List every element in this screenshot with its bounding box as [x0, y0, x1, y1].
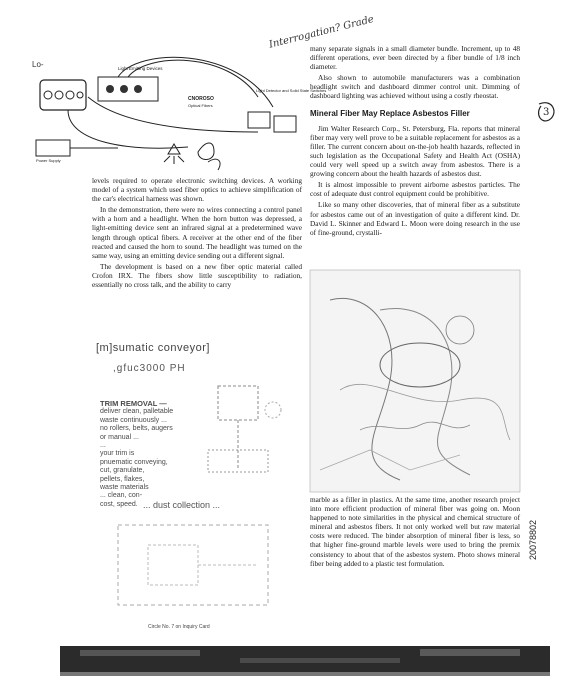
ad-line: or manual ... — [100, 433, 139, 441]
page-number: 3 — [543, 107, 550, 118]
left-paragraph: The development is based on a new fiber optic material called Crofon IRX. The fibers show little susceptibility to radiation, essentially no cross talk, and the ability to carry — [92, 261, 302, 290]
right-column-text — [310, 44, 520, 239]
left-column-text — [92, 176, 302, 291]
article-subheading: Mineral Fiber May Replace Asbestos Filler — [310, 108, 470, 118]
document-id: 20078802 — [528, 519, 538, 560]
right-paragraph: Also shown to automobile manufacturers was a combination headlight switch and dashboard dimmer control unit. Dimming of dashboard lighting was achieved without using a costly rheostat. — [310, 73, 520, 101]
ad-line: your trim is — [100, 450, 135, 458]
ad-heading: TRIM REMOVAL — — [100, 399, 167, 408]
label-optical-fibers: Optical Fibers — [188, 103, 213, 108]
dust-collection-ad — [88, 490, 298, 635]
inquiry-caption: Circle No. 7 on Inquiry Card — [148, 624, 210, 630]
ad-line: cut, granulate, — [100, 467, 145, 475]
label-power-supply: Power Supply — [36, 158, 61, 163]
bottom-ad-illustration — [108, 515, 278, 615]
ad-line: pnuematic conveying, — [100, 458, 168, 466]
ad-line: pellets, flakes, — [100, 475, 145, 483]
label-cnoroso: CNOROSO — [188, 96, 214, 102]
right-paragraph: Like so many other discoveries, that of mineral fiber as a substitute for asbestos came out of an investigation of quite a different kind. Dr. David L. Skinner and Edward L. Moon were doing research in the use of fine-ground, crystalli- — [310, 200, 520, 237]
scan-noise-band — [60, 640, 550, 680]
ad-line: deliver clean, palletable — [100, 408, 174, 416]
left-paragraph: In the demonstration, there were no wires connecting a control panel with a horn and a headlight. When the horn button was depressed, a light-emitting device sent an infrared signal at a predetermined wave length through optical fibers. A receiver at the other end of the fiber reacted and caused the horn to sound. The headlight was turned on the same way, using an emitting device sending out a different signal. — [92, 205, 302, 260]
right-paragraph: many separate signals in a small diameter bundle. Increment, up to 48 different operations, ever been directed by a fiber bundle of 1/8 inch diameter. — [310, 44, 520, 72]
ad-line: ... — [100, 442, 106, 450]
mineral-fiber-photo — [310, 270, 520, 492]
circled-page-number — [535, 100, 557, 122]
ad-machine-illustration — [198, 380, 293, 480]
label-light-detector: Light Detector and Solid State Switches — [256, 88, 327, 93]
stray-mark: Lo- — [32, 60, 44, 69]
right-paragraph: Jim Walter Research Corp., St. Petersburg, Fla. reports that mineral fiber may very well prove to be a suitable replacement for asbestos as a filler. The current concern about on-the-job health hazards, reflected in such legislation as the Occupational Safety and Health Act (OSHA) could very well speed up a switch away from asbestos. There is a growing concern about the health hazards of asbestos dust. — [310, 123, 520, 179]
fiber-optic-diagram — [28, 52, 327, 177]
label-light-emitting: Light Emitting Devices — [118, 66, 163, 71]
bottom-ad-heading: ... dust collection ... — [143, 500, 221, 510]
left-paragraph: levels required to operate electronic switching devices. A working model of a system which used fiber optics to achieve simplification of the car's electrical harness was shown. — [92, 176, 302, 204]
ad-title: [m]sumatic conveyor] — [96, 342, 210, 354]
ad-line: no rollers, belts, augers — [100, 425, 173, 433]
ad-line: waste continuously ... — [100, 416, 167, 424]
ad-subtitle: ,gfuc3000 PH — [113, 363, 186, 374]
handwritten-note: Interrogation? Grade — [268, 13, 376, 51]
ad-line: cost, speed. — [100, 500, 138, 508]
bottom-column-text — [310, 495, 520, 568]
right-paragraph: It is almost impossible to prevent airborne asbestos particles. The cost of adequate dust control equipment could be prohibitive. — [310, 180, 520, 199]
bottom-paragraph: marble as a filler in plastics. At the same time, another research project into more efficient production of mineral fiber was going on. Moon happened to note similarities in the physical and chemical structure of mineral and asbestos fibers. It not only worked well but raw material costs were reduced. The binder absorption of mineral fiber is less, so that higher fine-ground marble levels were used to bring the premix consistency to about that of the asbestos system. Photo shows mineral fiber being added to a plastic test formulation. — [310, 495, 520, 568]
ad-line: waste materials — [100, 484, 149, 492]
ad-line: ... clean, con- — [100, 492, 143, 500]
